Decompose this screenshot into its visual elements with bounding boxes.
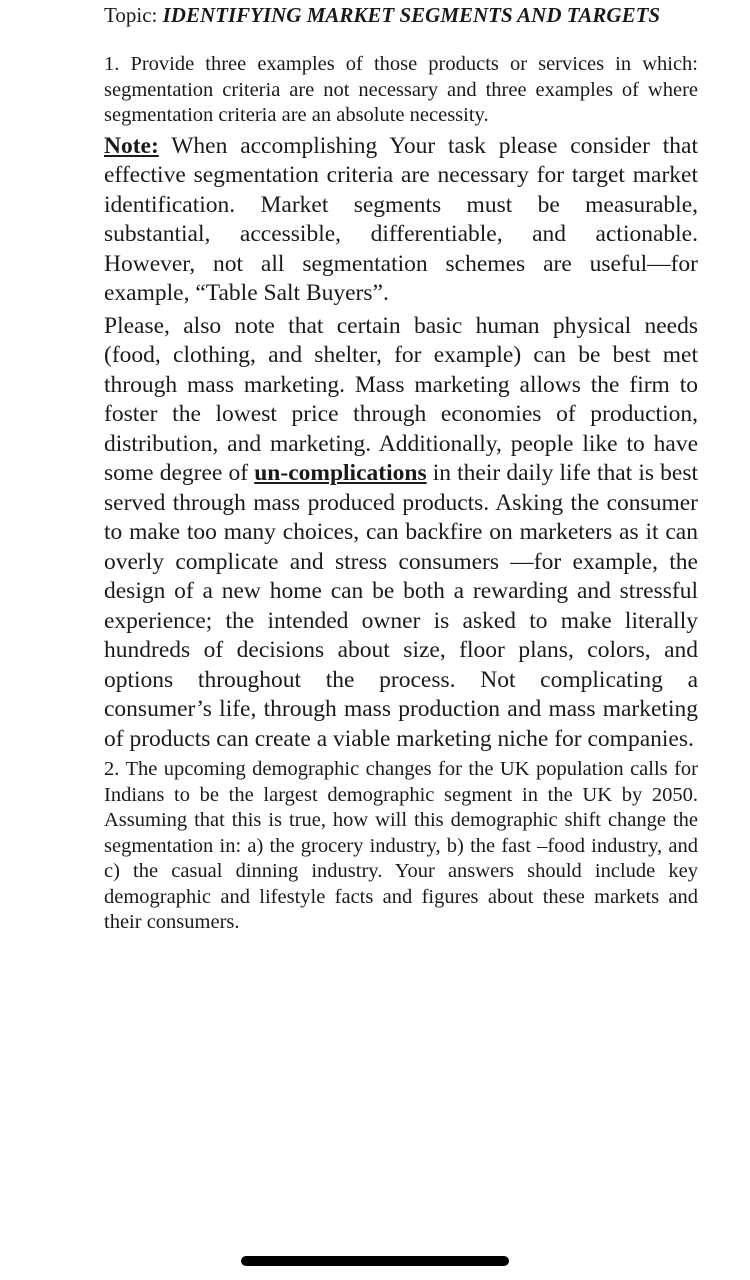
- question-2: 2. The upcoming demographic changes for the UK population calls for Indians to be the largest demographic segment in the UK by 2050. Assuming that this is true, how will this demographic shift change the segmentation in: a) the grocery industry, b) the fast –food industry, and c) the casual dinning industry. Your answers should include key demographic and lifestyle facts and figures about these markets and their consumers.: [104, 758, 698, 933]
- note-text: When accomplishing Your task please consider that effective segmentation criteria are necessary for target market identification. Market segments must be measurable, substantial, accessible, differentiable, and actionable. However, not all segmentation schemes are useful—for example, “Table Salt Buyers”.: [104, 132, 698, 306]
- note-paragraph: [104, 132, 698, 309]
- note-label: Note:: [104, 132, 159, 159]
- question-1: 1. Provide three examples of those products or services in which: segmentation criteria are not necessary and three examples of where segmentation criteria are an absolute necessity.: [104, 53, 698, 126]
- un-complications-emphasis: un-complications: [254, 460, 427, 486]
- topic-label: Topic:: [104, 3, 163, 27]
- mass-marketing-text-after: in their daily life that is best served through mass produced products. Asking the consumer to make too many choices, can backfire on marketers as it can overly complicate and stress consumers —for example, the design of a new home can be both a rewarding and stressful experience; the intended owner is asked to make literally hundreds of decisions about size, floor plans, colors, and options throughout the process. Not complicating a consumer’s life, through mass production and mass marketing of products can create a viable marketing niche for companies.: [104, 460, 698, 752]
- mass-marketing-paragraph: [104, 312, 698, 755]
- topic-title: IDENTIFYING MARKET SEGMENTS AND TARGETS: [162, 3, 661, 27]
- mass-marketing-text-before: Please, also note that certain basic human physical needs (food, clothing, and shelter, for example) can be best met through mass marketing. Mass marketing allows the firm to foster the lowest price through economies of production, distribution, and marketing. Additionally, people like to have some degree of: [104, 312, 698, 486]
- document-page: [104, 0, 698, 936]
- home-indicator-bar[interactable]: [241, 1256, 509, 1266]
- topic-heading: [104, 0, 698, 30]
